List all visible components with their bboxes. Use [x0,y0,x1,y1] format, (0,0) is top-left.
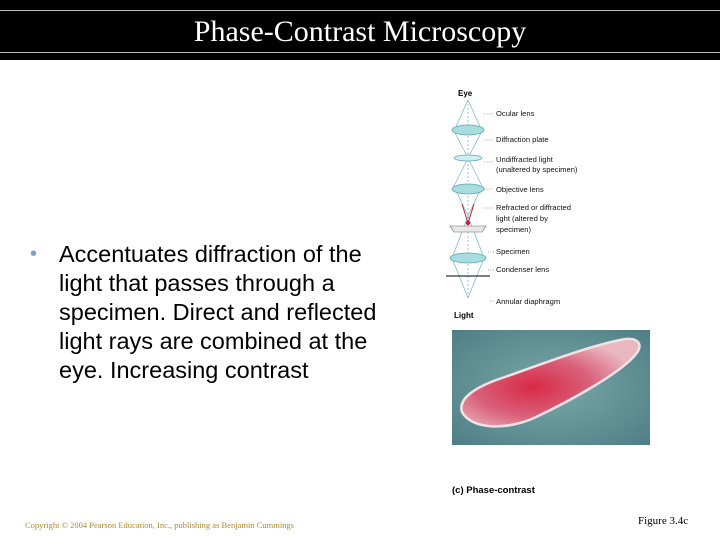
specimen-slide [450,226,486,232]
callout-refracted-light-2: light (altered by [496,214,548,223]
microscope-diagram [440,86,620,326]
callout-leaders [484,114,494,301]
callout-refracted-light-3: specimen) [496,225,532,234]
figure-caption: (c) Phase-contrast [452,485,535,496]
bullet-marker: • [30,243,38,265]
condenser-lens [450,253,486,263]
callout-objective-lens: Objective lens [496,185,544,194]
objective-lens [452,184,484,194]
title-rule-top [0,10,720,11]
figure-reference: Figure 3.4c [638,515,689,527]
callout-refracted-light-1: Refracted or diffracted [496,203,571,212]
copyright-notice: Copyright © 2004 Pearson Education, Inc., publishing as Benjamin Cummings [25,520,294,530]
title-bar [0,0,720,60]
light-label: Light [454,311,474,320]
callout-undiffracted-light: Undiffracted light [496,155,553,164]
title-rule-bottom [0,52,720,53]
eye-label: Eye [458,89,473,98]
callout-specimen: Specimen [496,247,530,256]
callout-diffraction-plate: Diffraction plate [496,135,549,144]
slide-title: Phase-Contrast Microscopy [193,15,527,48]
callout-annular-diaphragm: Annular diaphragm [496,297,561,306]
bullet-text: Accentuates diffraction of the light that passes through a specimen. Direct and reflected light rays are combined at the eye. Increasing contrast [59,241,377,383]
callout-condenser-lens: Condenser lens [496,265,550,274]
callout-undiffracted-light-note: (unaltered by specimen) [496,165,578,174]
ocular-lens [452,125,484,135]
diffraction-plate [454,155,482,161]
phase-contrast-micrograph [452,330,650,445]
callout-ocular-lens: Ocular lens [496,109,535,118]
